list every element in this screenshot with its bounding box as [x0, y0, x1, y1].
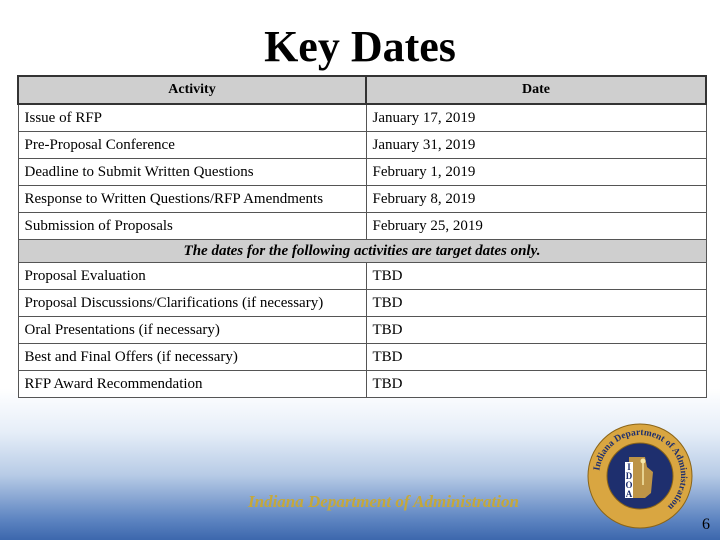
table-row	[18, 213, 706, 240]
date-column-header: Date	[366, 76, 706, 104]
table-row	[18, 132, 706, 159]
activity-column-header: Activity	[18, 76, 366, 104]
slide-title: Key Dates	[264, 22, 456, 71]
date-cell: TBD	[366, 290, 706, 317]
activity-cell: Submission of Proposals	[18, 213, 366, 240]
key-dates-table	[17, 75, 707, 398]
date-cell: February 25, 2019	[366, 213, 706, 240]
page-number: 6	[702, 516, 710, 533]
activity-cell: Response to Written Questions/RFP Amendments	[18, 186, 366, 213]
table-row	[18, 290, 706, 317]
date-cell: TBD	[366, 344, 706, 371]
date-cell: January 17, 2019	[366, 104, 706, 132]
activity-cell: Pre-Proposal Conference	[18, 132, 366, 159]
seal-ring-text: Indiana Department of Administration	[592, 427, 689, 512]
activity-cell: Oral Presentations (if necessary)	[18, 317, 366, 344]
activity-cell: Proposal Discussions/Clarifications (if necessary)	[18, 290, 366, 317]
table-header-row	[18, 76, 706, 104]
target-dates-note: The dates for the following activities are target dates only.	[18, 240, 706, 263]
table-row	[18, 344, 706, 371]
table-row	[18, 104, 706, 132]
activity-cell: Deadline to Submit Written Questions	[18, 159, 366, 186]
table-row	[18, 317, 706, 344]
seal-letters: I D O A	[625, 462, 633, 499]
date-cell: February 1, 2019	[366, 159, 706, 186]
activity-cell: Proposal Evaluation	[18, 263, 366, 290]
table-row	[18, 371, 706, 398]
date-cell: TBD	[366, 317, 706, 344]
target-dates-note-row	[18, 240, 706, 263]
date-cell: February 8, 2019	[366, 186, 706, 213]
idoa-seal-logo	[587, 423, 693, 529]
table-row	[18, 159, 706, 186]
date-cell: January 31, 2019	[366, 132, 706, 159]
date-cell: TBD	[366, 263, 706, 290]
activity-cell: RFP Award Recommendation	[18, 371, 366, 398]
activity-cell: Issue of RFP	[18, 104, 366, 132]
table-row	[18, 186, 706, 213]
activity-cell: Best and Final Offers (if necessary)	[18, 344, 366, 371]
table-row	[18, 263, 706, 290]
date-cell: TBD	[366, 371, 706, 398]
organization-name: Indiana Department of Administration	[248, 492, 519, 511]
